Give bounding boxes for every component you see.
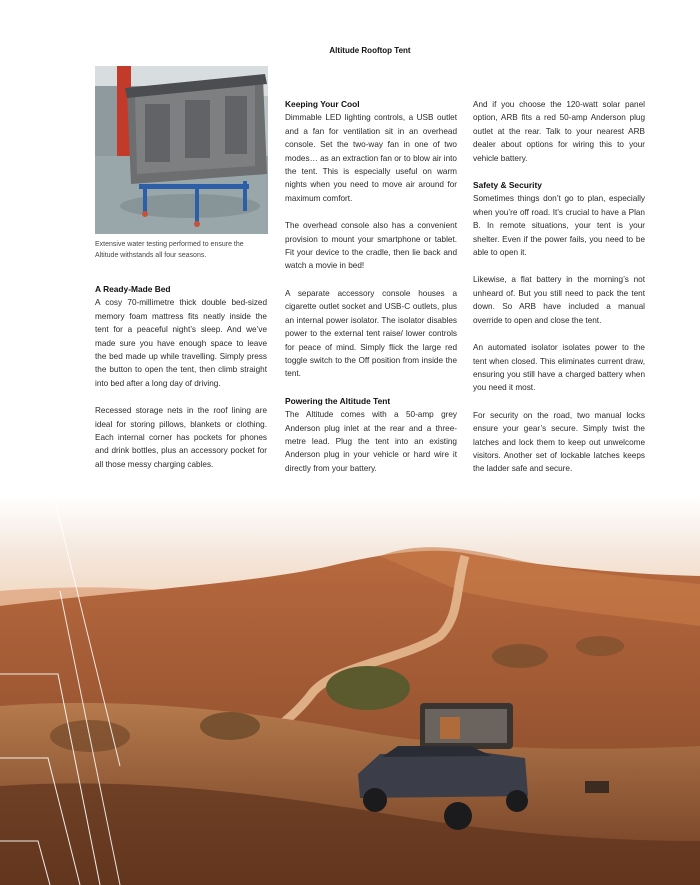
paragraph: The Altitude comes with a 50-amp grey Anderson plug inlet at the rear and a three-metre lead. Plug the tent into an existing Anderson plug in your vehicle or hard wire it directly from your battery.	[285, 410, 457, 473]
column-1	[95, 66, 267, 485]
heading-safety-security: Safety & Security	[473, 180, 542, 191]
paragraph: And if you choose the 120-watt solar panel option, ARB fits a red 50-amp Anderson plug outlet at the rear. Talk to your nearest ARB dealer about options for wiring this to your vehicle battery.	[473, 100, 645, 163]
paragraph: A cosy 70-millimetre thick double bed-sized memory foam mattress fits neatly inside the tent for a peaceful night’s sleep. And we’ve made sure you have enough space to leave the bed made up while travelling. Simply press the button to open the tent, then climb straight into bed after a long day of driving.	[95, 298, 267, 388]
outback-landscape-photo	[0, 496, 700, 885]
column-3	[473, 98, 645, 490]
paragraph: Sometimes things don’t go to plan, especially when you’re off road. It’s crucial to have a Plan B. In remote situations, your tent is your shelter. Even if the power fails, you need to be able to open it.	[473, 194, 645, 258]
column-2	[285, 98, 457, 489]
paragraph: For security on the road, two manual locks ensure your gear’s secure. Simply twist the latches and lock them to keep out unwelcome visitors. Another set of lockable latches keeps the ladder safe and secure.	[473, 410, 645, 474]
paragraph: Dimmable LED lighting controls, a USB outlet and a fan for ventilation sit in an overhead console. Set the two-way fan in one of two modes… as an extraction fan or to blow air into the tent. This is especially useful on warm nights when you need to move air around for maximum comfort.	[285, 113, 457, 203]
heading-keeping-your-cool: Keeping Your Cool	[285, 99, 360, 109]
heading-powering-the-altitude-tent: Powering the Altitude Tent	[285, 395, 391, 406]
paragraph: Likewise, a flat battery in the morning’s not unheard of. But you still need to pack the tent down. So ARB have included a manual override to open and close the tent.	[473, 275, 645, 325]
paragraph: A separate accessory console houses a cigarette outlet socket and USB-C outlets, plus an internal power isolator. The isolator disables power to the external tent raise/ lower controls for peace of mind. Simply flick the large red toggle switch to the Off position from inside the tent.	[285, 288, 457, 379]
paragraph: An automated isolator isolates power to the tent when closed. This eliminates current draw, ensuring you still have a charged battery when you need it most.	[473, 343, 645, 393]
photo-caption: Extensive water testing performed to ensure the Altitude withstands all four seasons.	[95, 241, 244, 259]
heading-ready-made-bed: A Ready-Made Bed	[95, 284, 171, 294]
paragraph: The overhead console also has a convenient provision to mount your smartphone or tablet. Fit your device to the cradle, then lie back and watch a movie in bed!	[285, 221, 457, 271]
paragraph: Recessed storage nets in the roof lining are ideal for storing pillows, blankets or clothing. Each internal corner has pockets for phones and drink bottles, plus an accessory pocket for all those messy charging cables.	[95, 406, 267, 469]
tent-testing-photo	[95, 66, 268, 234]
page-title: Altitude Rooftop Tent	[329, 46, 411, 55]
